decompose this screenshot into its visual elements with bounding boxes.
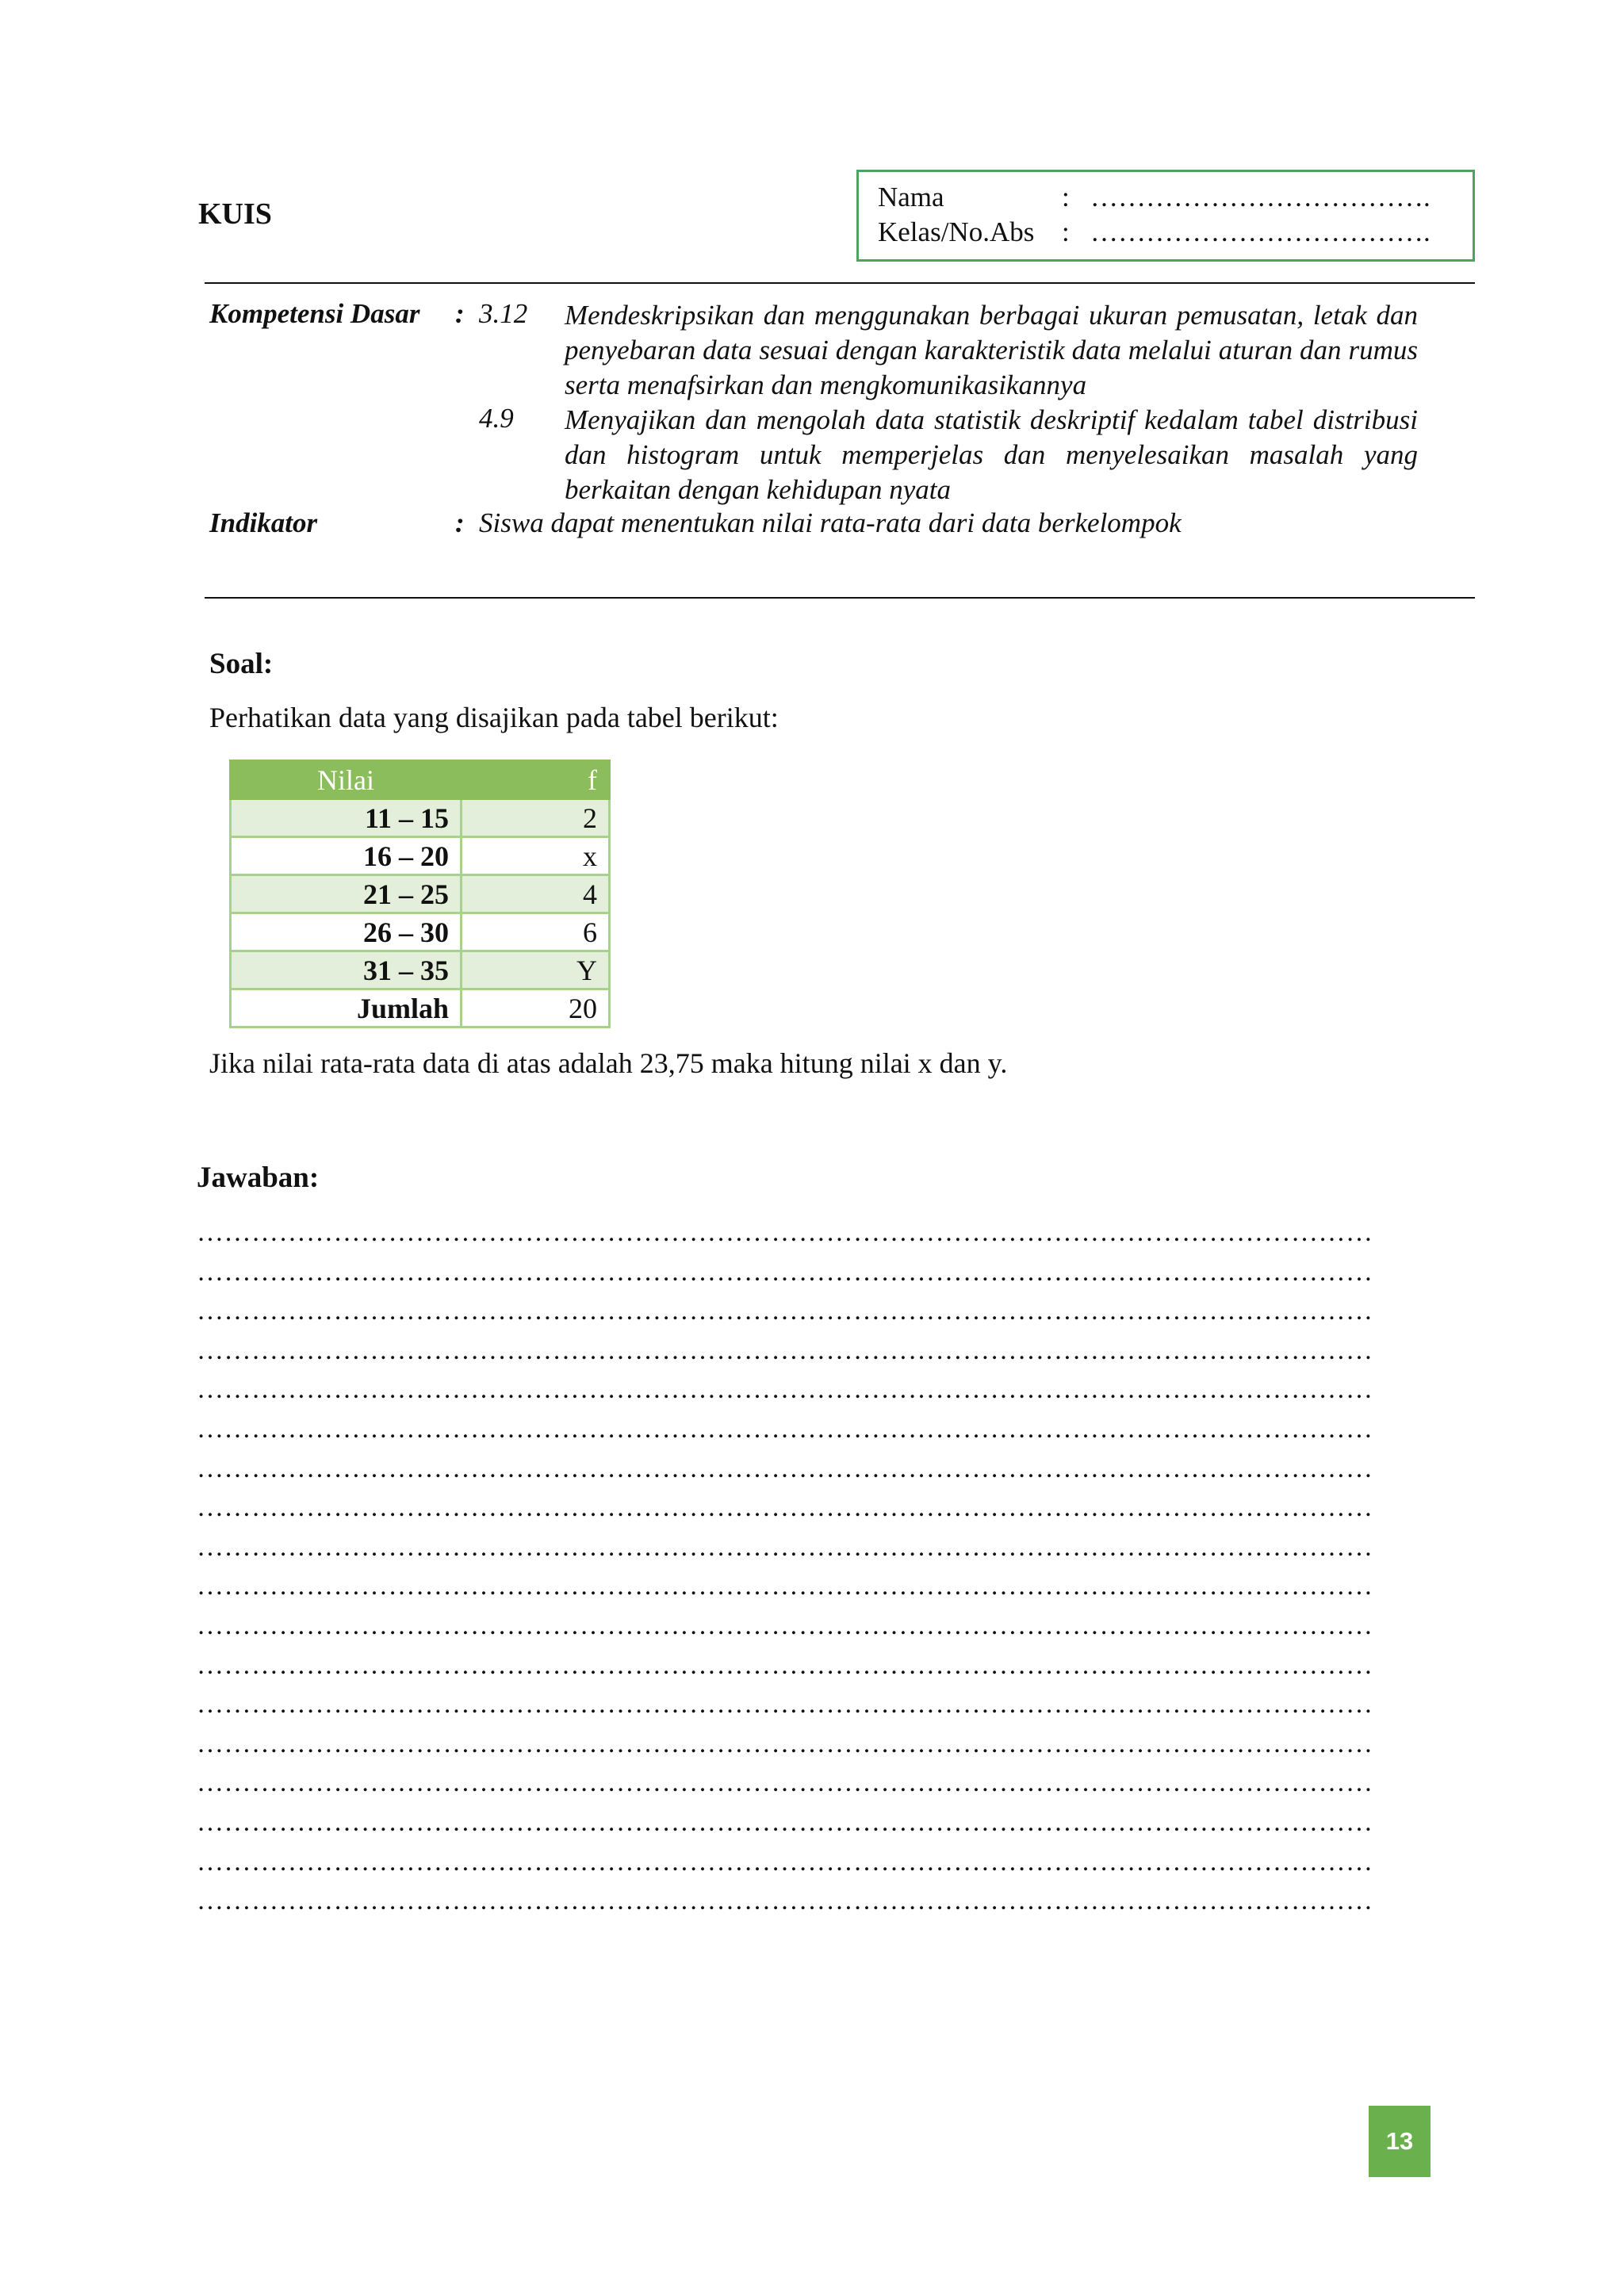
table-row <box>231 913 610 951</box>
kompetensi-label: Kompetensi Dasar <box>209 298 420 329</box>
cell-f: x <box>462 837 610 875</box>
cell-f: 4 <box>462 875 610 913</box>
header-f: f <box>462 761 610 799</box>
answer-area[interactable] <box>197 1213 1434 1921</box>
name-row <box>878 182 1431 213</box>
divider-bottom <box>205 597 1475 599</box>
cell-total-label: Jumlah <box>231 989 462 1027</box>
cell-f: Y <box>462 951 610 989</box>
question-text: Jika nilai rata-rata data di atas adalah 23,75 maka hitung nilai x dan y. <box>209 1047 1008 1079</box>
indikator-label: Indikator <box>209 507 318 538</box>
indikator-colon: : <box>455 507 465 538</box>
page-number: 13 <box>1369 2106 1431 2177</box>
soal-heading: Soal: <box>209 648 274 680</box>
answer-line[interactable]: ………………………………………………………………………………………………………………… <box>197 1414 1373 1444</box>
header-nilai: Nilai <box>231 761 462 799</box>
answer-line[interactable]: ………………………………………………………………………………………………………………… <box>197 1218 1373 1247</box>
cell-f: 6 <box>462 913 610 951</box>
name-colon: : <box>1062 182 1070 212</box>
student-info-box <box>856 170 1475 262</box>
divider-top <box>205 282 1475 284</box>
table-header-row <box>231 761 610 799</box>
answer-line[interactable]: ………………………………………………………………………………………………………………… <box>197 1375 1373 1405</box>
class-field[interactable]: ………………………………. <box>1090 216 1431 247</box>
frequency-table <box>229 760 611 1028</box>
answer-line[interactable]: ………………………………………………………………………………………………………………… <box>197 1610 1373 1640</box>
class-colon: : <box>1062 216 1070 247</box>
answer-line[interactable]: ………………………………………………………………………………………………………………… <box>197 1335 1373 1365</box>
answer-line[interactable]: ………………………………………………………………………………………………………………… <box>197 1768 1373 1798</box>
cell-nilai: 11 – 15 <box>231 799 462 837</box>
answer-line[interactable]: ………………………………………………………………………………………………………………… <box>197 1493 1373 1523</box>
answer-line[interactable]: ………………………………………………………………………………………………………………… <box>197 1846 1373 1877</box>
kompetensi-text: Menyajikan dan mengolah data statistik deskriptif kedalam tabel distribusi dan histogram untuk memperjelas dan menyelesaikan masalah yang berkaitan dengan kehidupan nyata <box>565 404 1418 505</box>
answer-line[interactable]: ………………………………………………………………………………………………………………… <box>197 1453 1373 1483</box>
answer-line[interactable]: ………………………………………………………………………………………………………………… <box>197 1650 1373 1680</box>
table-row <box>231 837 610 875</box>
answer-line[interactable]: ………………………………………………………………………………………………………………… <box>197 1571 1373 1601</box>
name-field[interactable]: ………………………………. <box>1090 182 1431 212</box>
kompetensi-text: Mendeskripsikan dan menggunakan berbagai ukuran pemusatan, letak dan penyebaran data sesuai dengan karakteristik data melalui aturan dan rumus serta menafsirkan dan mengkomunikasikannya <box>565 300 1418 400</box>
class-label: Kelas/No.Abs <box>878 216 1035 247</box>
cell-f: 2 <box>462 799 610 837</box>
table-row <box>231 951 610 989</box>
kompetensi-colon: : <box>455 298 465 329</box>
answer-line[interactable]: ………………………………………………………………………………………………………………… <box>197 1532 1373 1562</box>
answer-line[interactable]: ………………………………………………………………………………………………………………… <box>197 1728 1373 1758</box>
cell-total-value: 20 <box>462 989 610 1027</box>
cell-nilai: 26 – 30 <box>231 913 462 951</box>
cell-nilai: 21 – 25 <box>231 875 462 913</box>
table-row-total <box>231 989 610 1027</box>
cell-nilai: 31 – 35 <box>231 951 462 989</box>
answer-line[interactable]: ………………………………………………………………………………………………………………… <box>197 1689 1373 1720</box>
answer-line[interactable]: ………………………………………………………………………………………………………………… <box>197 1807 1373 1837</box>
jawaban-heading: Jawaban: <box>197 1161 320 1194</box>
answer-line[interactable]: ………………………………………………………………………………………………………………… <box>197 1257 1373 1287</box>
kompetensi-number: 3.12 <box>479 298 528 329</box>
table-row <box>231 799 610 837</box>
name-label: Nama <box>878 182 944 212</box>
page-title: KUIS <box>198 197 272 231</box>
indikator-text: Siswa dapat menentukan nilai rata-rata dari data berkelompok <box>479 507 1182 538</box>
soal-intro: Perhatikan data yang disajikan pada tabel berikut: <box>209 702 779 733</box>
table-row <box>231 875 610 913</box>
kompetensi-number: 4.9 <box>479 403 514 434</box>
cell-nilai: 16 – 20 <box>231 837 462 875</box>
answer-line[interactable]: ………………………………………………………………………………………………………………… <box>197 1886 1373 1916</box>
class-row <box>878 216 1431 248</box>
answer-line[interactable]: ………………………………………………………………………………………………………………… <box>197 1296 1373 1326</box>
